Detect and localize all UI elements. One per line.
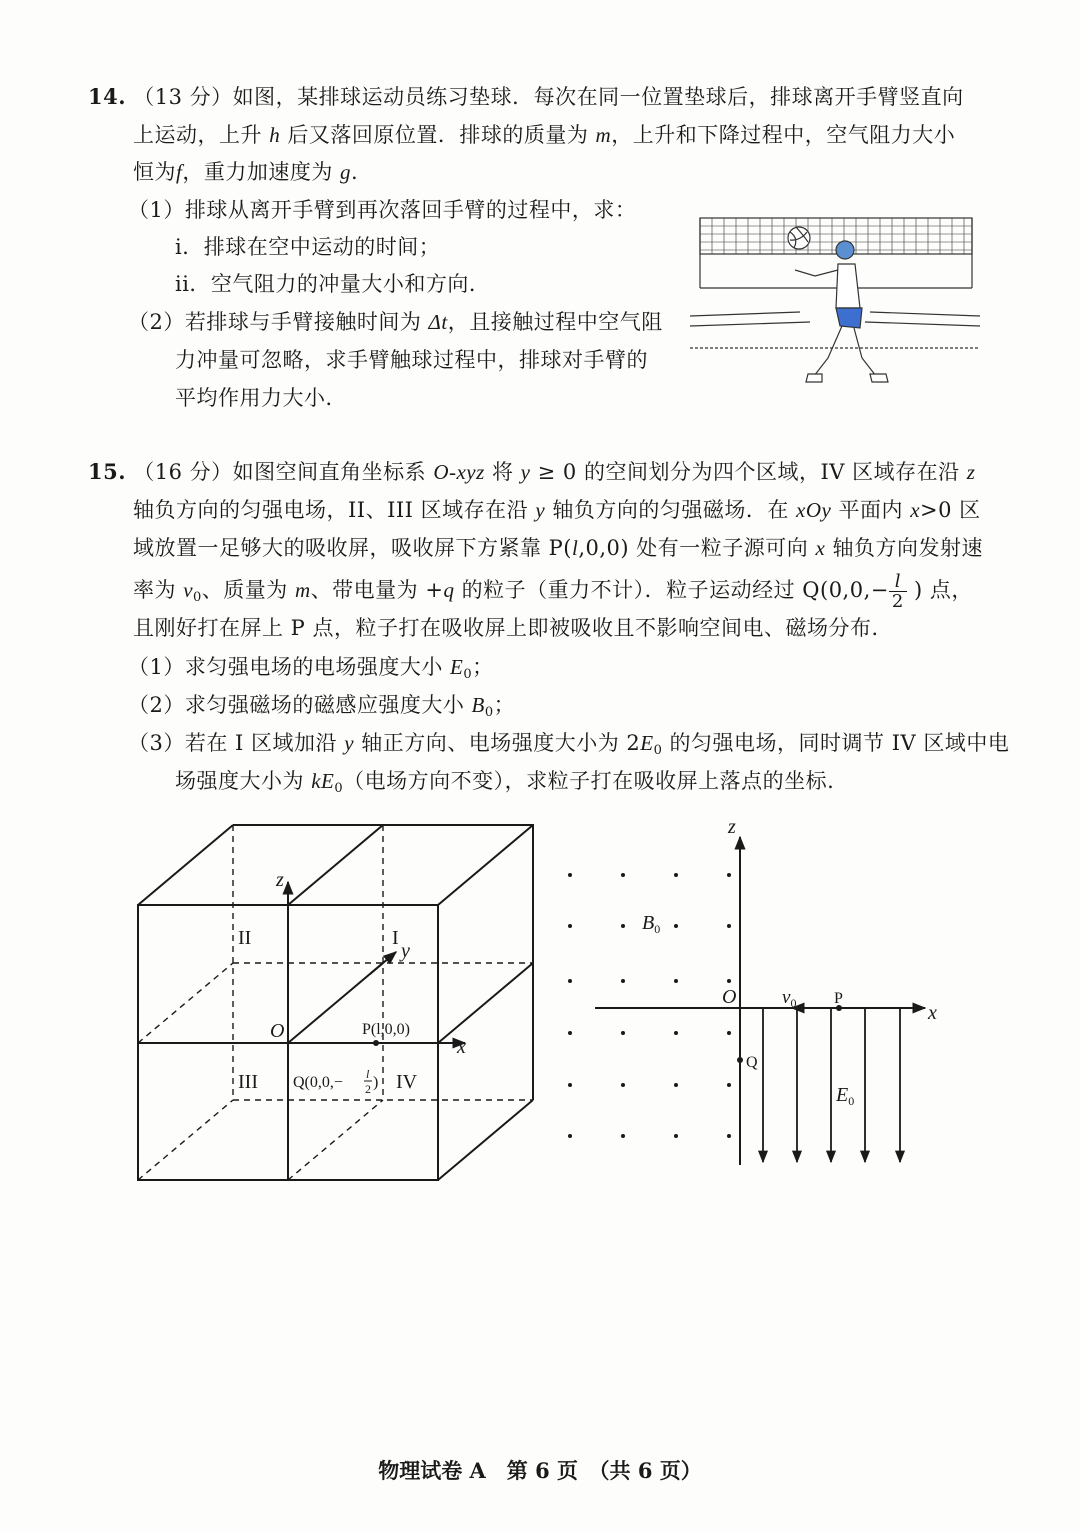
y-label: y	[401, 940, 410, 962]
var-m: m	[294, 578, 311, 602]
var-x: x	[815, 536, 826, 560]
q15-line-5: 且刚好打在屏上 P 点，粒子打在吸收屏上即被吸收且不影响空间电、磁场分布．	[133, 616, 893, 640]
q14-number: 14.	[88, 84, 127, 109]
electric-field-lines	[763, 1008, 900, 1162]
z-label: z	[728, 816, 736, 838]
q15-text: 轴负方向发射速	[825, 536, 983, 560]
cube-diagram	[120, 810, 550, 1200]
q-label-fraction-num: l	[366, 1067, 370, 1081]
fraction-l-over-2	[889, 572, 907, 611]
var-B: B	[471, 693, 485, 717]
q15-text: 域放置一足够大的吸收屏，吸收屏下方紧靠 P(	[133, 536, 572, 560]
volleyball-illustration	[690, 208, 980, 393]
q14-text: ，重力加速度为	[182, 160, 341, 184]
q14-line-3	[133, 157, 358, 187]
q15-sub2	[128, 690, 515, 728]
p-label: P	[834, 990, 843, 1007]
region-II-label: II	[238, 927, 252, 949]
b0-label-b: B	[642, 912, 655, 934]
q15-text: （电场方向不变），求粒子打在吸收屏上落点的坐标.	[343, 769, 835, 793]
subscript-0: 0	[653, 743, 663, 758]
q15-text: ；	[493, 693, 516, 717]
q15-sub3-line-1	[128, 728, 1009, 766]
x-label: x	[457, 1036, 466, 1058]
q14-text: .	[351, 160, 359, 184]
fraction-denominator: 2	[891, 591, 904, 612]
q14-sub2-line-1	[128, 307, 663, 337]
z-label: z	[276, 869, 284, 891]
cube-right-divider	[438, 963, 533, 1043]
q14-sub1: （1）排球从离开手臂到再次落回手臂的过程中，求：	[128, 198, 637, 222]
region-III-label: III	[238, 1071, 258, 1093]
subscript-0: 0	[334, 781, 344, 796]
q15-text: 、质量为	[201, 578, 295, 602]
fraction-numerator: l	[889, 572, 907, 592]
page-footer: 物理试卷 A 第 6 页 （共 6 页）	[378, 1458, 702, 1483]
var-E: E	[640, 731, 654, 755]
q-label: Q	[746, 1054, 758, 1071]
var-E: E	[321, 769, 335, 793]
var-g: g	[340, 160, 352, 184]
var-oxyz: O-xyz	[433, 460, 485, 484]
volleyball-ball	[788, 227, 810, 249]
q14-text-1: （13 分）如图，某排球运动员练习垫球．每次在同一位置垫球后，排球离开手臂竖直向	[133, 85, 964, 109]
p-label: P(l,0,0)	[362, 1021, 410, 1038]
q14-sub2-line-2: 力冲量可忽略，求手臂触球过程中，排球对手臂的	[175, 348, 648, 372]
q15-text: 将	[484, 460, 521, 484]
q15-text: ；	[472, 655, 494, 679]
q15-text: （1）求匀强电场的电场强度大小	[128, 655, 451, 679]
q15-sub1	[128, 652, 494, 690]
var-xoy: xOy	[796, 498, 832, 522]
court-lines	[690, 288, 980, 348]
subscript-0: 0	[193, 590, 202, 605]
origin-label: O	[270, 1020, 285, 1042]
var-y: y	[520, 460, 531, 484]
q15-text: （16 分）如图空间直角坐标系	[133, 460, 434, 484]
q14-line-1	[88, 82, 964, 112]
q15-text: ≥ 0 的空间划分为四个区域，IV 区域存在沿	[530, 460, 967, 484]
q15-text: 轴正方向、电场强度大小为 2	[354, 731, 641, 755]
var-y: y	[535, 498, 546, 522]
q14-sub1-i: i．排球在空中运动的时间；	[175, 235, 441, 259]
cube-top-divider	[288, 825, 383, 905]
var-y: y	[344, 731, 355, 755]
field-diagram	[560, 815, 950, 1175]
point-q	[737, 1057, 743, 1063]
q-label	[293, 1074, 343, 1091]
subscript-0: 0	[484, 705, 494, 720]
var-dt: Δt	[428, 310, 448, 334]
var-E: E	[450, 655, 464, 679]
e0-label	[835, 1084, 854, 1108]
q15-number: 15.	[88, 459, 127, 484]
q15-text: （3）若在 I 区域加沿	[128, 731, 345, 755]
q15-text: >0 区	[920, 498, 981, 522]
q15-sub3-line-2	[175, 766, 834, 804]
q14-text: 后又落回原位置．排球的质量为	[280, 123, 596, 147]
q15-text: （2）求匀强磁场的磁感应强度大小	[128, 693, 472, 717]
region-IV-label: IV	[396, 1071, 418, 1093]
q15-text: 平面内	[831, 498, 911, 522]
q15-text: 轴负方向的匀强磁场．在	[545, 498, 797, 522]
q15-line-1	[88, 457, 975, 487]
region-I-label: I	[392, 927, 399, 949]
q14-text: ，且接触过程中空气阻	[447, 310, 663, 334]
var-l: l	[572, 536, 579, 560]
q14-line-2	[133, 120, 955, 150]
b0-label	[642, 912, 660, 936]
var-m: m	[595, 123, 612, 147]
subscript-0: 0	[463, 667, 473, 682]
q-label-prefix: Q(0,0,−	[293, 1074, 343, 1091]
x-label: x	[928, 1002, 937, 1024]
q-label-suffix: )	[373, 1074, 379, 1091]
var-x: x	[910, 498, 921, 522]
q15-line-2	[133, 495, 981, 525]
q15-text: 场强度大小为	[175, 769, 312, 793]
v0-label	[782, 987, 796, 1010]
q14-text: ，上升和下降过程中，空气阻力大小	[611, 123, 956, 147]
q15-text: 的匀强电场，同时调节 IV 区域中电	[662, 731, 1010, 755]
volleyball-player	[795, 241, 888, 382]
origin-label: O	[722, 986, 737, 1008]
var-f: f	[176, 160, 183, 184]
q14-text: 上运动，上升	[133, 123, 270, 147]
var-v: v	[183, 578, 194, 602]
q15-line-4	[133, 572, 973, 613]
q14-text: （2）若排球与手臂接触时间为	[128, 310, 429, 334]
q-label-fraction-den: 2	[365, 1082, 371, 1096]
point-p	[373, 1040, 379, 1046]
var-q: q	[443, 578, 455, 602]
e0-label-sub: 0	[848, 1094, 855, 1108]
q15-text: 轴负方向的匀强电场，II、III 区域存在沿	[133, 498, 536, 522]
q15-text: 、带电量为 +	[310, 578, 444, 602]
var-k: k	[311, 769, 322, 793]
q15-line-3	[133, 533, 983, 563]
q15-text: 率为	[133, 578, 184, 602]
var-z: z	[966, 460, 976, 484]
q15-text: ,0,0) 处有一粒子源可向	[578, 536, 816, 560]
q15-text: 的粒子（重力不计）．粒子运动经过 Q(0,0,−	[454, 578, 889, 602]
q14-sub1-ii: ii．空气阻力的冲量大小和方向．	[175, 272, 491, 296]
v0-label-v: v	[782, 987, 791, 1008]
q15-text: ) 点，	[906, 578, 973, 602]
e0-label-e: E	[836, 1084, 849, 1106]
var-h: h	[269, 123, 281, 147]
q14-sub2-line-3: 平均作用力大小．	[175, 386, 347, 410]
b0-label-sub: 0	[654, 922, 661, 936]
v0-label-sub: 0	[790, 996, 797, 1010]
q14-text: 恒为	[133, 160, 176, 184]
